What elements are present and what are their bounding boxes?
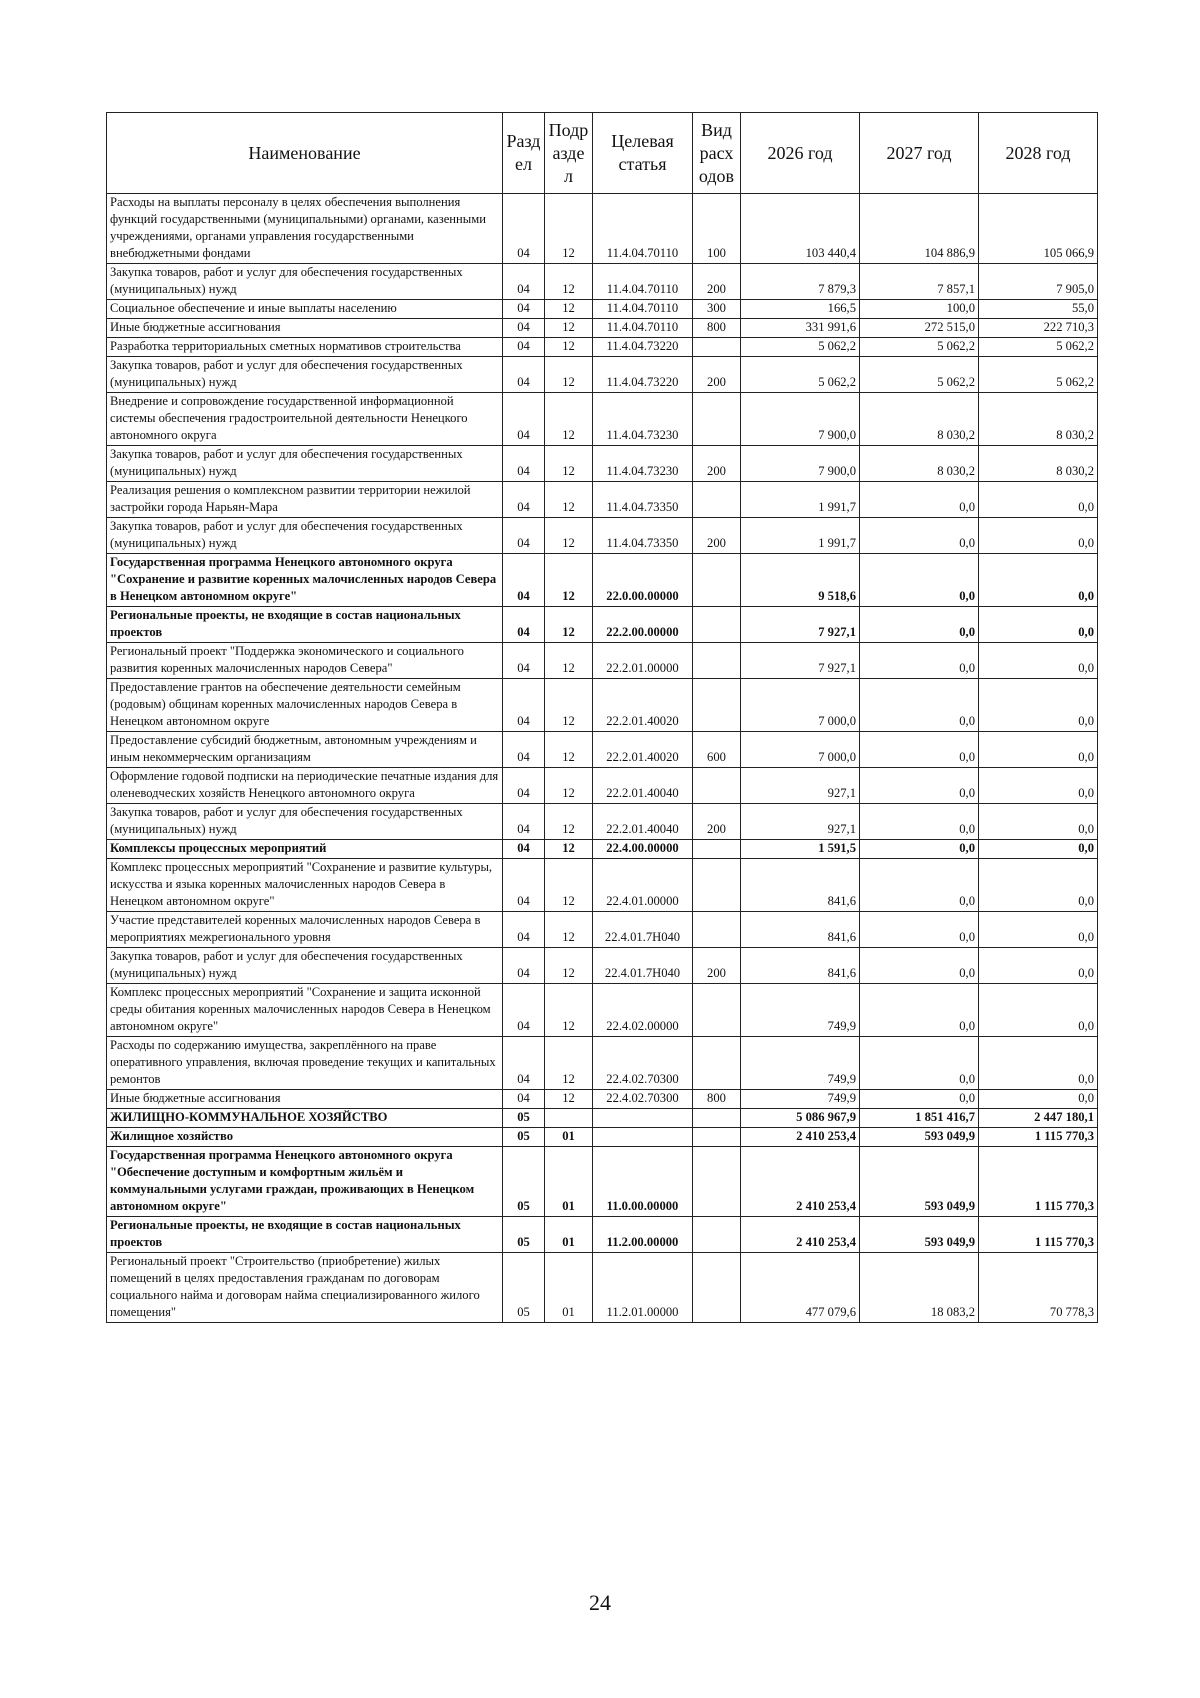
cell-2028: 0,0 [979, 768, 1098, 804]
cell-razdel: 04 [503, 840, 545, 859]
cell-podrazdel: 12 [545, 643, 593, 679]
cell-vid: 200 [693, 948, 741, 984]
cell-2028: 1 115 770,3 [979, 1147, 1098, 1217]
cell-statya: 22.2.01.40040 [593, 804, 693, 840]
cell-2028: 1 115 770,3 [979, 1128, 1098, 1147]
cell-2027: 0,0 [860, 768, 979, 804]
cell-vid [693, 1147, 741, 1217]
cell-2026: 7 900,0 [741, 446, 860, 482]
cell-statya: 22.2.01.40040 [593, 768, 693, 804]
cell-razdel: 05 [503, 1253, 545, 1323]
cell-statya: 11.4.04.73220 [593, 357, 693, 393]
cell-2027: 5 062,2 [860, 338, 979, 357]
cell-razdel: 05 [503, 1109, 545, 1128]
cell-2026: 927,1 [741, 804, 860, 840]
cell-name: Разработка территориальных сметных нормативов строительства [107, 338, 503, 357]
header-row [107, 113, 1098, 194]
cell-2026: 7 927,1 [741, 607, 860, 643]
cell-2028: 0,0 [979, 643, 1098, 679]
cell-podrazdel: 12 [545, 859, 593, 912]
cell-2026: 5 062,2 [741, 357, 860, 393]
cell-statya: 11.4.04.70110 [593, 194, 693, 264]
cell-2028: 5 062,2 [979, 357, 1098, 393]
header-statya: Целевая статья [593, 113, 693, 194]
cell-statya: 11.4.04.73350 [593, 518, 693, 554]
cell-2028: 0,0 [979, 984, 1098, 1037]
table-row [107, 1128, 1098, 1147]
cell-2026: 927,1 [741, 768, 860, 804]
cell-statya: 22.4.02.70300 [593, 1090, 693, 1109]
cell-podrazdel: 12 [545, 679, 593, 732]
header-2026: 2026 год [741, 113, 860, 194]
table-row [107, 300, 1098, 319]
cell-podrazdel: 12 [545, 912, 593, 948]
cell-2028: 222 710,3 [979, 319, 1098, 338]
cell-2028: 1 115 770,3 [979, 1217, 1098, 1253]
cell-vid [693, 768, 741, 804]
cell-statya: 22.2.01.40020 [593, 679, 693, 732]
cell-podrazdel: 12 [545, 804, 593, 840]
cell-razdel: 04 [503, 357, 545, 393]
cell-name: Оформление годовой подписки на периодические печатные издания для оленеводческих хозяйств Ненецкого автономного округа [107, 768, 503, 804]
cell-2026: 331 991,6 [741, 319, 860, 338]
cell-2026: 7 000,0 [741, 679, 860, 732]
cell-razdel: 04 [503, 194, 545, 264]
cell-2028: 70 778,3 [979, 1253, 1098, 1323]
cell-2027: 0,0 [860, 518, 979, 554]
cell-name: Расходы на выплаты персоналу в целях обеспечения выполнения функций государственными (муниципальными) органами, казенными учреждениями, органами управления государственными внебюджетными фондами [107, 194, 503, 264]
cell-statya: 22.4.02.70300 [593, 1037, 693, 1090]
cell-name: Государственная программа Ненецкого автономного округа "Обеспечение доступным и комфортным жильём и коммунальными услугами граждан, проживающих в Ненецком автономном округе" [107, 1147, 503, 1217]
cell-name: Предоставление грантов на обеспечение деятельности семейным (родовым) общинам коренных малочисленных народов Севера в Ненецком автономном округе [107, 679, 503, 732]
cell-vid: 200 [693, 804, 741, 840]
cell-statya: 22.4.01.00000 [593, 859, 693, 912]
cell-name: Закупка товаров, работ и услуг для обеспечения государственных (муниципальных) нужд [107, 264, 503, 300]
cell-2026: 7 900,0 [741, 393, 860, 446]
cell-2026: 7 927,1 [741, 643, 860, 679]
cell-name: Внедрение и сопровождение государственной информационной системы обеспечения градостроительной деятельности Ненецкого автономного округа [107, 393, 503, 446]
cell-razdel: 04 [503, 554, 545, 607]
table-row [107, 1037, 1098, 1090]
header-2027: 2027 год [860, 113, 979, 194]
cell-podrazdel [545, 1109, 593, 1128]
cell-2027: 593 049,9 [860, 1128, 979, 1147]
cell-vid [693, 1128, 741, 1147]
table-row [107, 446, 1098, 482]
cell-vid: 300 [693, 300, 741, 319]
cell-razdel: 04 [503, 446, 545, 482]
cell-2028: 0,0 [979, 732, 1098, 768]
cell-razdel: 04 [503, 518, 545, 554]
cell-2028: 0,0 [979, 804, 1098, 840]
cell-2026: 103 440,4 [741, 194, 860, 264]
cell-vid [693, 912, 741, 948]
cell-2026: 1 991,7 [741, 518, 860, 554]
table-row [107, 319, 1098, 338]
table-row [107, 338, 1098, 357]
cell-statya: 22.2.01.00000 [593, 643, 693, 679]
table-row [107, 984, 1098, 1037]
cell-podrazdel: 12 [545, 319, 593, 338]
header-vid: Вид расх одов [693, 113, 741, 194]
cell-name: Региональные проекты, не входящие в состав национальных проектов [107, 1217, 503, 1253]
cell-2027: 0,0 [860, 804, 979, 840]
cell-name: Иные бюджетные ассигнования [107, 319, 503, 338]
cell-name: Комплекс процессных мероприятий "Сохранение и развитие культуры, искусства и языка коренных малочисленных народов Севера в Ненецком автономном округе" [107, 859, 503, 912]
cell-2027: 0,0 [860, 643, 979, 679]
cell-name: Иные бюджетные ассигнования [107, 1090, 503, 1109]
cell-vid [693, 554, 741, 607]
cell-razdel: 04 [503, 732, 545, 768]
cell-name: Жилищное хозяйство [107, 1128, 503, 1147]
cell-name: Закупка товаров, работ и услуг для обеспечения государственных (муниципальных) нужд [107, 518, 503, 554]
cell-2027: 0,0 [860, 1037, 979, 1090]
cell-statya: 22.4.02.00000 [593, 984, 693, 1037]
cell-statya: 11.2.00.00000 [593, 1217, 693, 1253]
cell-2026: 2 410 253,4 [741, 1128, 860, 1147]
cell-name: ЖИЛИЩНО-КОММУНАЛЬНОЕ ХОЗЯЙСТВО [107, 1109, 503, 1128]
cell-2026: 749,9 [741, 1090, 860, 1109]
cell-statya: 11.4.04.73230 [593, 446, 693, 482]
cell-2026: 841,6 [741, 859, 860, 912]
cell-2027: 7 857,1 [860, 264, 979, 300]
cell-name: Реализация решения о комплексном развитии территории нежилой застройки города Нарьян-Мара [107, 482, 503, 518]
cell-2027: 8 030,2 [860, 393, 979, 446]
cell-2028: 8 030,2 [979, 446, 1098, 482]
cell-2028: 0,0 [979, 518, 1098, 554]
cell-vid [693, 643, 741, 679]
cell-2026: 1 591,5 [741, 840, 860, 859]
cell-2027: 100,0 [860, 300, 979, 319]
header-name: Наименование [107, 113, 503, 194]
cell-2027: 0,0 [860, 679, 979, 732]
cell-2028: 0,0 [979, 482, 1098, 518]
cell-2028: 0,0 [979, 679, 1098, 732]
cell-razdel: 04 [503, 948, 545, 984]
cell-razdel: 04 [503, 607, 545, 643]
cell-2026: 841,6 [741, 912, 860, 948]
cell-2026: 2 410 253,4 [741, 1217, 860, 1253]
cell-2027: 272 515,0 [860, 319, 979, 338]
cell-razdel: 04 [503, 1090, 545, 1109]
table-row [107, 357, 1098, 393]
cell-statya: 11.4.04.73230 [593, 393, 693, 446]
cell-podrazdel: 12 [545, 948, 593, 984]
cell-2028: 55,0 [979, 300, 1098, 319]
table-row [107, 732, 1098, 768]
cell-podrazdel: 12 [545, 518, 593, 554]
cell-2027: 0,0 [860, 482, 979, 518]
cell-2027: 593 049,9 [860, 1147, 979, 1217]
cell-podrazdel: 12 [545, 1037, 593, 1090]
cell-2026: 841,6 [741, 948, 860, 984]
cell-podrazdel: 12 [545, 984, 593, 1037]
header-2028: 2028 год [979, 113, 1098, 194]
cell-razdel: 04 [503, 679, 545, 732]
cell-vid [693, 338, 741, 357]
cell-razdel: 04 [503, 482, 545, 518]
cell-name: Закупка товаров, работ и услуг для обеспечения государственных (муниципальных) нужд [107, 948, 503, 984]
cell-statya: 22.4.00.00000 [593, 840, 693, 859]
cell-name: Закупка товаров, работ и услуг для обеспечения государственных (муниципальных) нужд [107, 357, 503, 393]
cell-2028: 7 905,0 [979, 264, 1098, 300]
cell-vid [693, 1037, 741, 1090]
cell-statya [593, 1128, 693, 1147]
cell-razdel: 05 [503, 1147, 545, 1217]
cell-2027: 0,0 [860, 1090, 979, 1109]
cell-podrazdel: 12 [545, 768, 593, 804]
cell-razdel: 05 [503, 1128, 545, 1147]
cell-razdel: 04 [503, 338, 545, 357]
cell-podrazdel: 12 [545, 194, 593, 264]
cell-2027: 0,0 [860, 984, 979, 1037]
cell-razdel: 04 [503, 912, 545, 948]
table-body [107, 194, 1098, 1323]
table-row [107, 859, 1098, 912]
cell-vid [693, 859, 741, 912]
table-row [107, 1147, 1098, 1217]
cell-2026: 7 879,3 [741, 264, 860, 300]
cell-razdel: 04 [503, 264, 545, 300]
cell-name: Комплекс процессных мероприятий "Сохранение и защита исконной среды обитания коренных малочисленных народов Севера в Ненецком автономном округе" [107, 984, 503, 1037]
cell-vid [693, 679, 741, 732]
cell-razdel: 04 [503, 859, 545, 912]
cell-statya: 11.2.01.00000 [593, 1253, 693, 1323]
header-razdel: Разд ел [503, 113, 545, 194]
cell-name: Государственная программа Ненецкого автономного округа "Сохранение и развитие коренных малочисленных народов Севера в Ненецком автономном округе" [107, 554, 503, 607]
cell-vid: 200 [693, 357, 741, 393]
cell-vid [693, 1253, 741, 1323]
table-row [107, 518, 1098, 554]
table-row [107, 1109, 1098, 1128]
cell-name: Закупка товаров, работ и услуг для обеспечения государственных (муниципальных) нужд [107, 804, 503, 840]
cell-podrazdel: 12 [545, 357, 593, 393]
cell-podrazdel: 01 [545, 1147, 593, 1217]
cell-podrazdel: 01 [545, 1217, 593, 1253]
cell-2026: 9 518,6 [741, 554, 860, 607]
cell-razdel: 04 [503, 393, 545, 446]
cell-statya: 22.4.01.7Н040 [593, 948, 693, 984]
cell-statya: 11.4.04.70110 [593, 319, 693, 338]
cell-razdel: 04 [503, 319, 545, 338]
cell-razdel: 04 [503, 984, 545, 1037]
cell-2026: 166,5 [741, 300, 860, 319]
table-row [107, 194, 1098, 264]
cell-podrazdel: 12 [545, 446, 593, 482]
cell-vid: 600 [693, 732, 741, 768]
cell-2027: 1 851 416,7 [860, 1109, 979, 1128]
cell-2027: 104 886,9 [860, 194, 979, 264]
cell-2027: 5 062,2 [860, 357, 979, 393]
table-row [107, 1217, 1098, 1253]
cell-name: Участие представителей коренных малочисленных народов Севера в мероприятиях межрегионального уровня [107, 912, 503, 948]
cell-2028: 0,0 [979, 607, 1098, 643]
cell-2028: 0,0 [979, 912, 1098, 948]
cell-statya: 11.4.04.70110 [593, 264, 693, 300]
table-row [107, 554, 1098, 607]
cell-name: Социальное обеспечение и иные выплаты населению [107, 300, 503, 319]
cell-statya: 11.0.00.00000 [593, 1147, 693, 1217]
cell-2027: 0,0 [860, 948, 979, 984]
cell-2027: 0,0 [860, 912, 979, 948]
table-row [107, 1090, 1098, 1109]
cell-statya: 22.0.00.00000 [593, 554, 693, 607]
cell-name: Региональные проекты, не входящие в состав национальных проектов [107, 607, 503, 643]
cell-2026: 477 079,6 [741, 1253, 860, 1323]
table-row [107, 804, 1098, 840]
cell-2028: 8 030,2 [979, 393, 1098, 446]
cell-razdel: 04 [503, 1037, 545, 1090]
cell-statya: 11.4.04.73350 [593, 482, 693, 518]
cell-podrazdel: 12 [545, 1090, 593, 1109]
cell-vid [693, 984, 741, 1037]
cell-2028: 0,0 [979, 1090, 1098, 1109]
cell-name: Региональный проект "Строительство (приобретение) жилых помещений в целях предоставления гражданам по договорам социального найма и договорам найма специализированного жилого помещения" [107, 1253, 503, 1323]
cell-statya: 22.2.00.00000 [593, 607, 693, 643]
table-row [107, 1253, 1098, 1323]
cell-statya: 22.4.01.7Н040 [593, 912, 693, 948]
table-row [107, 393, 1098, 446]
cell-statya: 11.4.04.73220 [593, 338, 693, 357]
cell-statya: 11.4.04.70110 [593, 300, 693, 319]
table-row [107, 643, 1098, 679]
cell-podrazdel: 12 [545, 607, 593, 643]
table-row [107, 607, 1098, 643]
page-number: 24 [589, 1590, 611, 1615]
cell-vid [693, 607, 741, 643]
table-row [107, 840, 1098, 859]
cell-2027: 18 083,2 [860, 1253, 979, 1323]
table-row [107, 264, 1098, 300]
cell-vid [693, 482, 741, 518]
cell-podrazdel: 12 [545, 732, 593, 768]
cell-2026: 1 991,7 [741, 482, 860, 518]
cell-razdel: 05 [503, 1217, 545, 1253]
cell-2027: 8 030,2 [860, 446, 979, 482]
cell-statya [593, 1109, 693, 1128]
cell-podrazdel: 12 [545, 840, 593, 859]
cell-statya: 22.2.01.40020 [593, 732, 693, 768]
header-podrazdel: Подр азде л [545, 113, 593, 194]
cell-2028: 5 062,2 [979, 338, 1098, 357]
cell-2027: 0,0 [860, 840, 979, 859]
table-row [107, 768, 1098, 804]
cell-2027: 0,0 [860, 607, 979, 643]
table-row [107, 912, 1098, 948]
cell-2028: 0,0 [979, 948, 1098, 984]
cell-vid [693, 393, 741, 446]
cell-vid: 200 [693, 446, 741, 482]
cell-podrazdel: 12 [545, 393, 593, 446]
table-row [107, 679, 1098, 732]
cell-2027: 0,0 [860, 554, 979, 607]
cell-razdel: 04 [503, 804, 545, 840]
cell-vid: 200 [693, 264, 741, 300]
budget-table [106, 112, 1098, 1323]
cell-vid: 800 [693, 319, 741, 338]
cell-2027: 593 049,9 [860, 1217, 979, 1253]
cell-2026: 5 086 967,9 [741, 1109, 860, 1128]
cell-2028: 0,0 [979, 840, 1098, 859]
cell-2026: 749,9 [741, 984, 860, 1037]
cell-vid [693, 840, 741, 859]
cell-razdel: 04 [503, 300, 545, 319]
cell-podrazdel: 12 [545, 338, 593, 357]
cell-2028: 2 447 180,1 [979, 1109, 1098, 1128]
cell-2026: 749,9 [741, 1037, 860, 1090]
cell-name: Региональный проект "Поддержка экономического и социального развития коренных малочисленных народов Севера" [107, 643, 503, 679]
cell-podrazdel: 12 [545, 300, 593, 319]
cell-razdel: 04 [503, 643, 545, 679]
cell-2028: 0,0 [979, 859, 1098, 912]
cell-2026: 5 062,2 [741, 338, 860, 357]
cell-vid: 800 [693, 1090, 741, 1109]
cell-2027: 0,0 [860, 859, 979, 912]
cell-vid: 200 [693, 518, 741, 554]
cell-2026: 2 410 253,4 [741, 1147, 860, 1217]
cell-podrazdel: 12 [545, 554, 593, 607]
cell-razdel: 04 [503, 768, 545, 804]
cell-2028: 0,0 [979, 1037, 1098, 1090]
table-row [107, 482, 1098, 518]
cell-podrazdel: 12 [545, 264, 593, 300]
cell-podrazdel: 01 [545, 1128, 593, 1147]
cell-vid: 100 [693, 194, 741, 264]
cell-name: Расходы по содержанию имущества, закреплённого на праве оперативного управления, включая проведение текущих и капитальных ремонтов [107, 1037, 503, 1090]
cell-name: Предоставление субсидий бюджетным, автономным учреждениям и иным некоммерческим организациям [107, 732, 503, 768]
cell-2026: 7 000,0 [741, 732, 860, 768]
cell-vid [693, 1217, 741, 1253]
cell-2027: 0,0 [860, 732, 979, 768]
cell-podrazdel: 12 [545, 482, 593, 518]
table-row [107, 948, 1098, 984]
cell-name: Закупка товаров, работ и услуг для обеспечения государственных (муниципальных) нужд [107, 446, 503, 482]
cell-name: Комплексы процессных мероприятий [107, 840, 503, 859]
cell-2028: 105 066,9 [979, 194, 1098, 264]
cell-vid [693, 1109, 741, 1128]
cell-2028: 0,0 [979, 554, 1098, 607]
cell-podrazdel: 01 [545, 1253, 593, 1323]
